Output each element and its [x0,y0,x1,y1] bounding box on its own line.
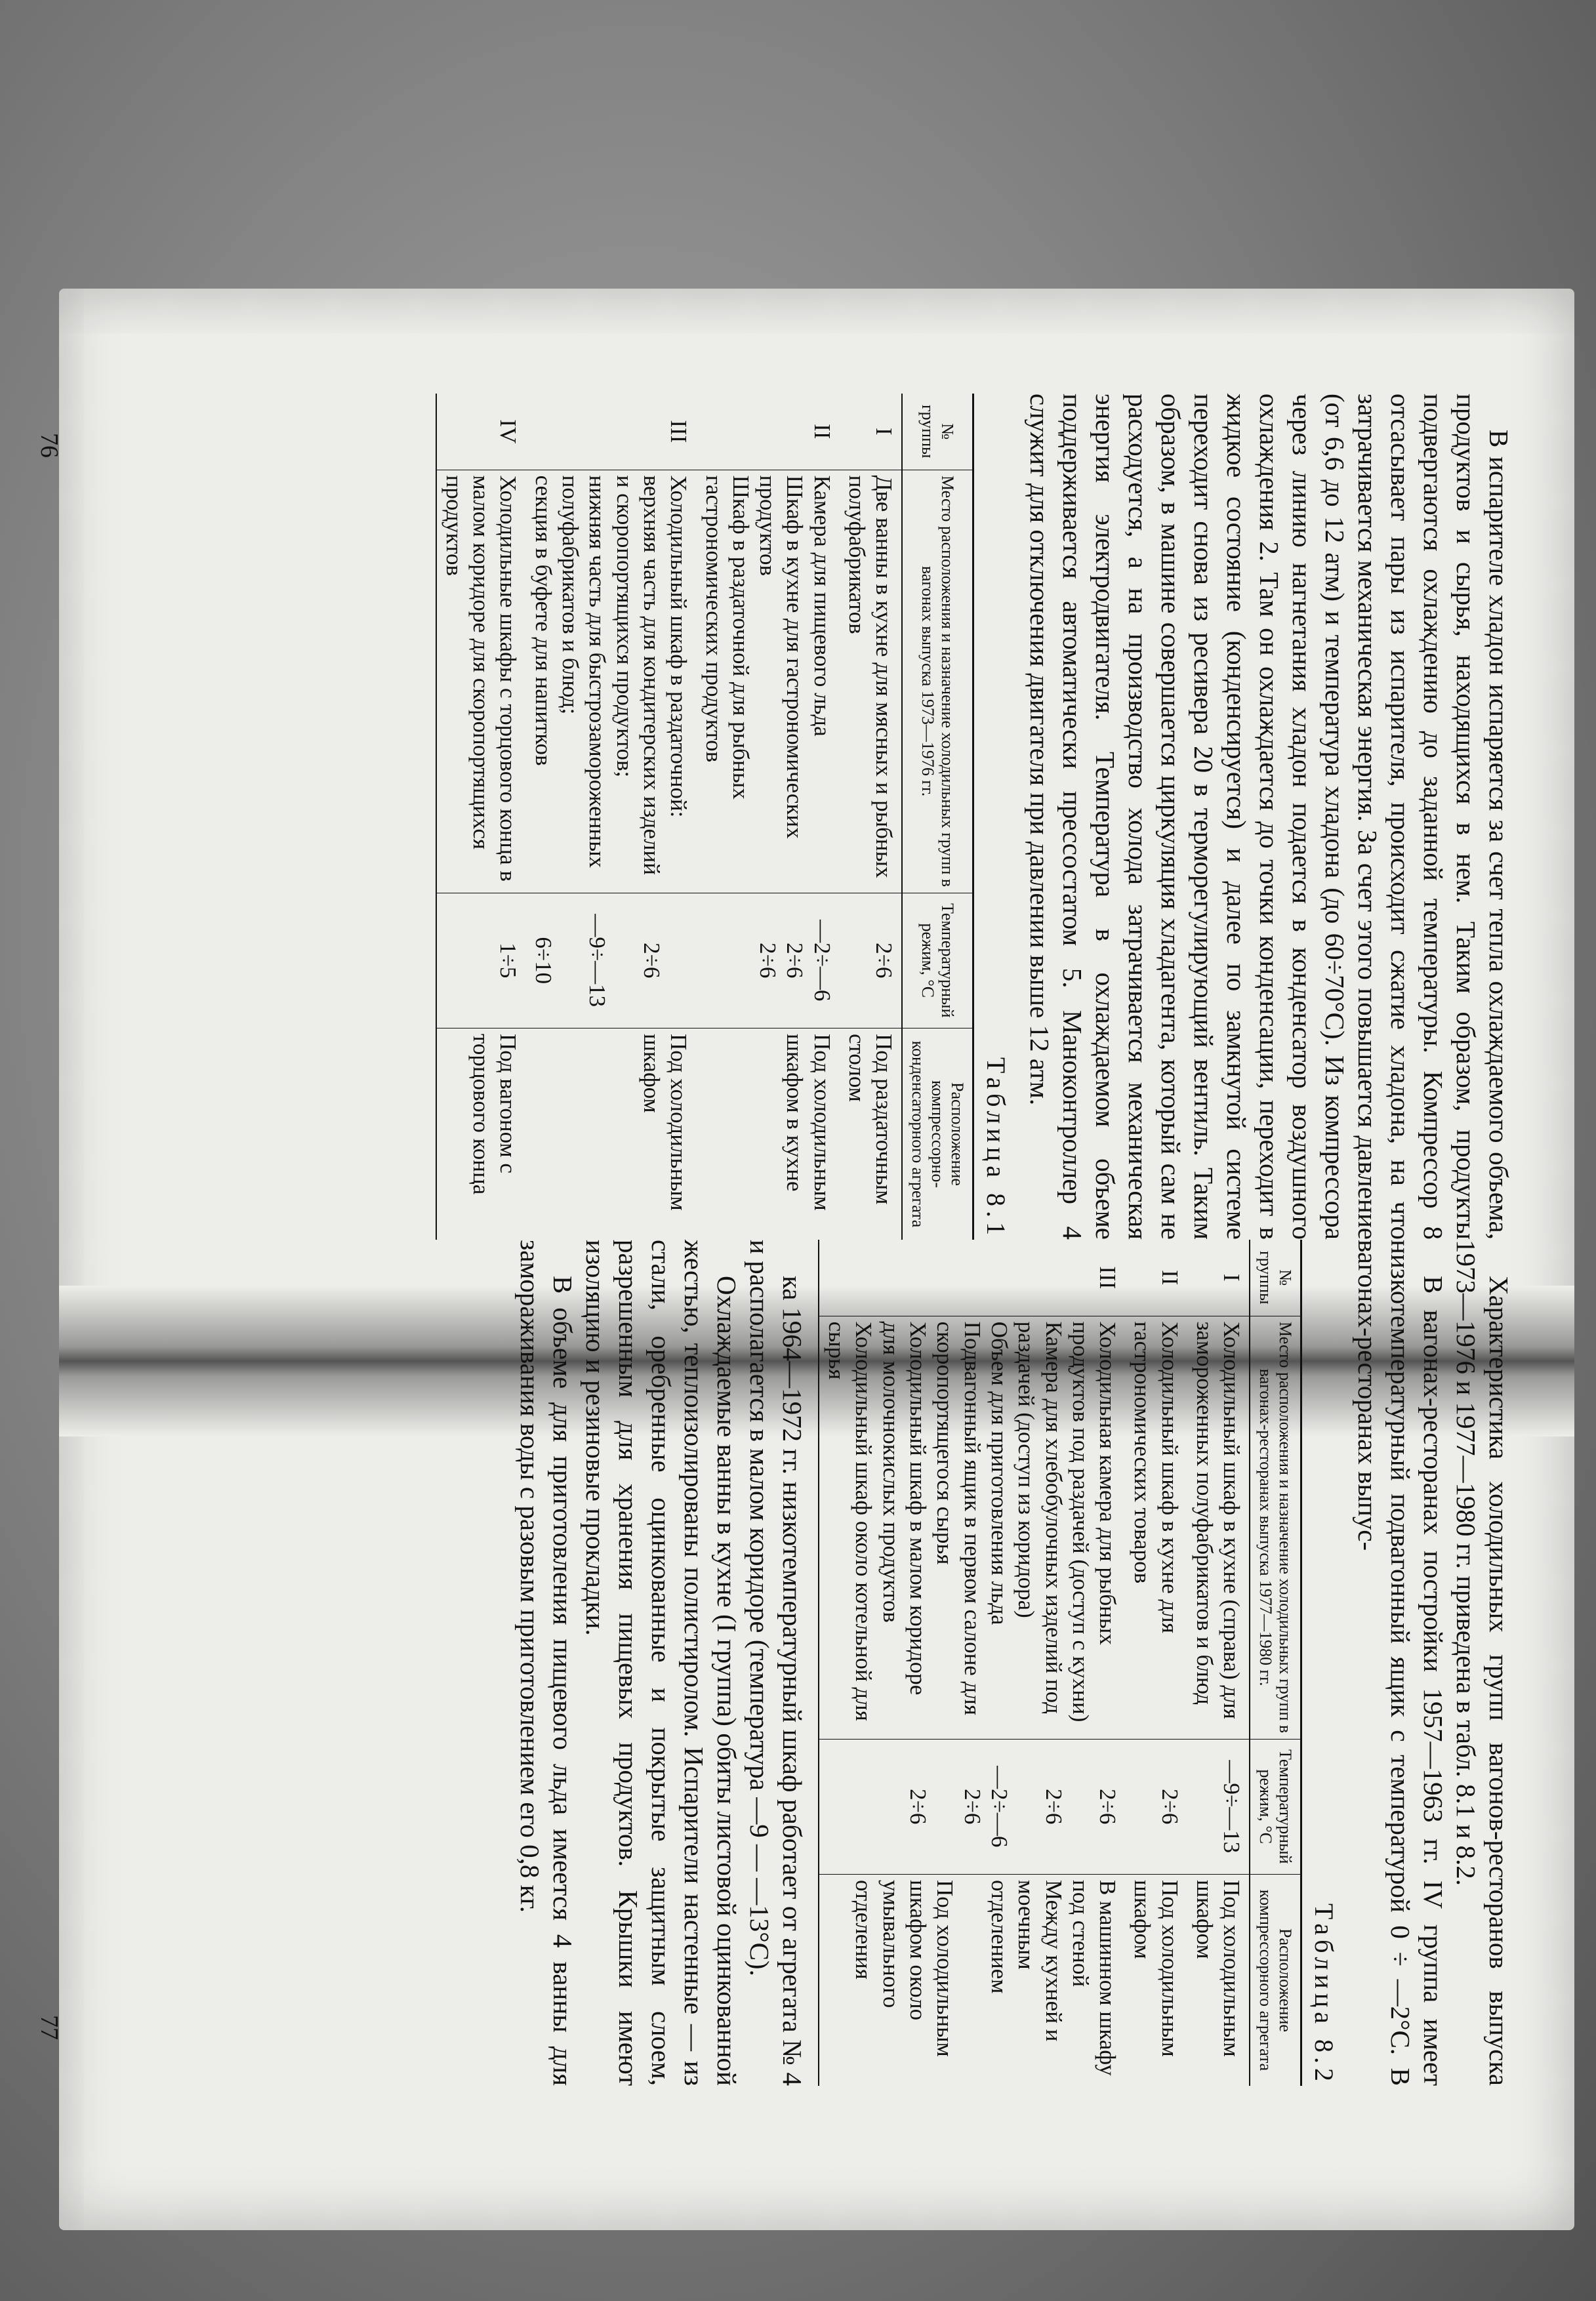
temp-cell: 2÷6 [840,893,903,1028]
t1-header-unit: Расположение компрессорно-конденсаторного агрегата [902,1028,973,1240]
right-intro-2: В вагонах-ресторанах постройки 1957—1963 гг. IV группа имеет низкотемпературный подвагонный ящик с температурой 0 ÷ —2°С. В вагонах-ресторанах выпус- [1352,1240,1448,2086]
group-cell: III [666,420,692,443]
t2-header-place: Место расположения и назначение холодильных групп в вагонах-ресторанах выпуска 1977—1980 гг. [1250,1316,1301,1739]
table-row [696,394,839,1240]
unit-cell: Под раздаточным столом [840,1028,903,1240]
table-row [1125,1240,1187,2086]
temp-cell: 2÷6 2÷6 —2÷—6 2÷6 2÷6 [819,1739,1125,1874]
unit-cell: Под холодильным шкафом [1187,1874,1250,2086]
place-cell: Две ванны в кухне для мясных и рыбных полуфабрикатов [840,470,903,893]
table-8-2-caption: Таблица 8.2 [1309,1903,1339,2086]
t1-header-group: № группы [902,394,973,470]
right-intro: Характеристика холодильных групп вагонов-ресторанов выпуска 1973—1976 и 1977—1980 гг. приведена в табл. 8.1 и 8.2. [1450,1240,1514,2086]
table-8-2 [818,1240,1302,2086]
temp-cell: —2÷—6 2÷6 2÷6 [696,893,839,1028]
place-cell: Холодильный шкаф в кухне (справа) для замороженных полуфабрикатов и блюд [1187,1316,1250,1739]
table-row [840,394,903,1240]
place-cell: Холодильный шкаф в кухне для гастрономических товаров [1125,1316,1187,1739]
t1-header-temp: Температурный режим, °С [902,893,973,1028]
t2-header-group: № группы [1250,1240,1301,1316]
table-row [436,394,526,1240]
temp-cell: 2÷6 [1125,1739,1187,1874]
unit-cell: Под холодильным шкафом [1125,1874,1187,2086]
group-cell: II [1156,1270,1183,1286]
t1-header-place: Место расположения и назначение холодильных групп в вагонах выпуска 1973—1976 гг. [902,470,973,893]
unit-cell: Под холодильным шкафом в кухне [696,1028,839,1240]
temp-cell: 1÷5 [436,893,526,1028]
unit-cell: Под вагоном с торцового конца [436,1028,526,1240]
group-cell: II [809,424,835,439]
place-cell: Холодильные шкафы с торцового конца в малом коридоре для скоропортящихся продуктов [436,470,526,893]
left-paragraph: В испарителе хладон испаряется за счет тепла охлаждаемого объема, продуктов и сырья, находящихся в нем. Таким образом, продукты подвергаются охлаждению до заданной температуры. Компрессор 8 отсасывает пары из испарителя, происходит сжатие хладона, на что затрачивается механическая энергия. За счет этого повышается давление (от 6,6 до 12 атм) и температура хладона (до 60÷70°С). Из компрессора через линию нагнетания хладон подается в конденсатор воздушного охлаждения 2. Там он охлаждается до точки конденсации, переходит в жидкое состояние (конденсируется) и далее по замкнутой системе переходит снова из ресивера 20 в терморегулирующий вентиль. Таким образом, в машине совершается циркуляция хладагента, который сам не расходуется, а на производство холода затрачивается механическая энергия электродвигателя. Температура в охлаждаемом объеме поддерживается автоматически прессостатом 5. Маноконтроллер 4 служит для отключения двигателя при давлении выше 12 атм. [1024,394,1514,1240]
group-cell: III [819,1240,1125,1316]
temp-cell: 2÷6 —9÷—13 6÷10 [525,893,696,1028]
t2-header-temp: Температурный режим, °С [1250,1739,1301,1874]
t2-header-unit: Расположение компрессорного агрегата [1250,1874,1301,2086]
table-row [819,1240,1125,2086]
table-8-1 [436,394,974,1240]
table-8-1-caption: Таблица 8.1 [981,1057,1011,1240]
unit-cell: В машинном шкафу под стеной Между кухней и моечным отделением Под холодильным шкафом около умывального отделения [819,1874,1125,2086]
table-row [525,394,696,1240]
temp-cell: —9÷—13 [1187,1739,1250,1874]
table-row [1187,1240,1250,2086]
page-number: 76 [35,433,63,458]
page-76 [35,354,1528,1286]
page-number: 77 [35,2015,63,2040]
unit-cell: Под холодильным шкафом [525,1028,696,1240]
group-cell: IV [436,394,526,470]
right-paragraph-3: В объеме для приготовления пищевого льда имеется 4 ванны для замораживания воды с разовым приготовлением его 0,8 кг. [514,1240,578,2086]
place-cell: Холодильный шкаф в раздаточной: верхняя часть для кондитерских изделий и скоропортящихся продуктов; нижняя часть для быстрозамороженных полуфабрикатов и блюд; секция в буфете для напитков [525,470,696,893]
page-77 [35,1200,1528,2132]
right-paragraph-1: ка 1964—1972 гг. низкотемпературный шкаф работает от агрегата № 4 и располагается в малом коридоре (температура —9 — —13°С). [744,1240,808,2086]
place-cell: Холодильная камера для рыбных продуктов под раздачей (доступ с кухни) Камера для хлебобулочных изделий под раздачей (доступ из коридора) Объем для приготовления льда Подвагонный ящик в первом салоне для скоропортящегося сырья Холодильный шкаф в малом коридоре для молочнокислых продуктов Холодильный шкаф около котельной для сырья [819,1316,1125,1739]
group-cell: I [871,427,897,436]
right-paragraph-2: Охлаждаемые ванны в кухне (I группа) обиты листовой оцинкованной жестью, теплоизолированы полистиролом. Испарители настенные — из стали, оребренные оцинкованные и покрытые защитным слоем, разрешенным для хранения пищевых продуктов. Крышки имеют изоляцию и резиновые прокладки. [580,1240,742,2086]
place-cell: Камера для пищевого льда Шкаф в кухне для гастрономических продуктов Шкаф в раздаточной для рыбных гастрономических продуктов [696,470,839,893]
group-cell: I [1219,1273,1245,1282]
